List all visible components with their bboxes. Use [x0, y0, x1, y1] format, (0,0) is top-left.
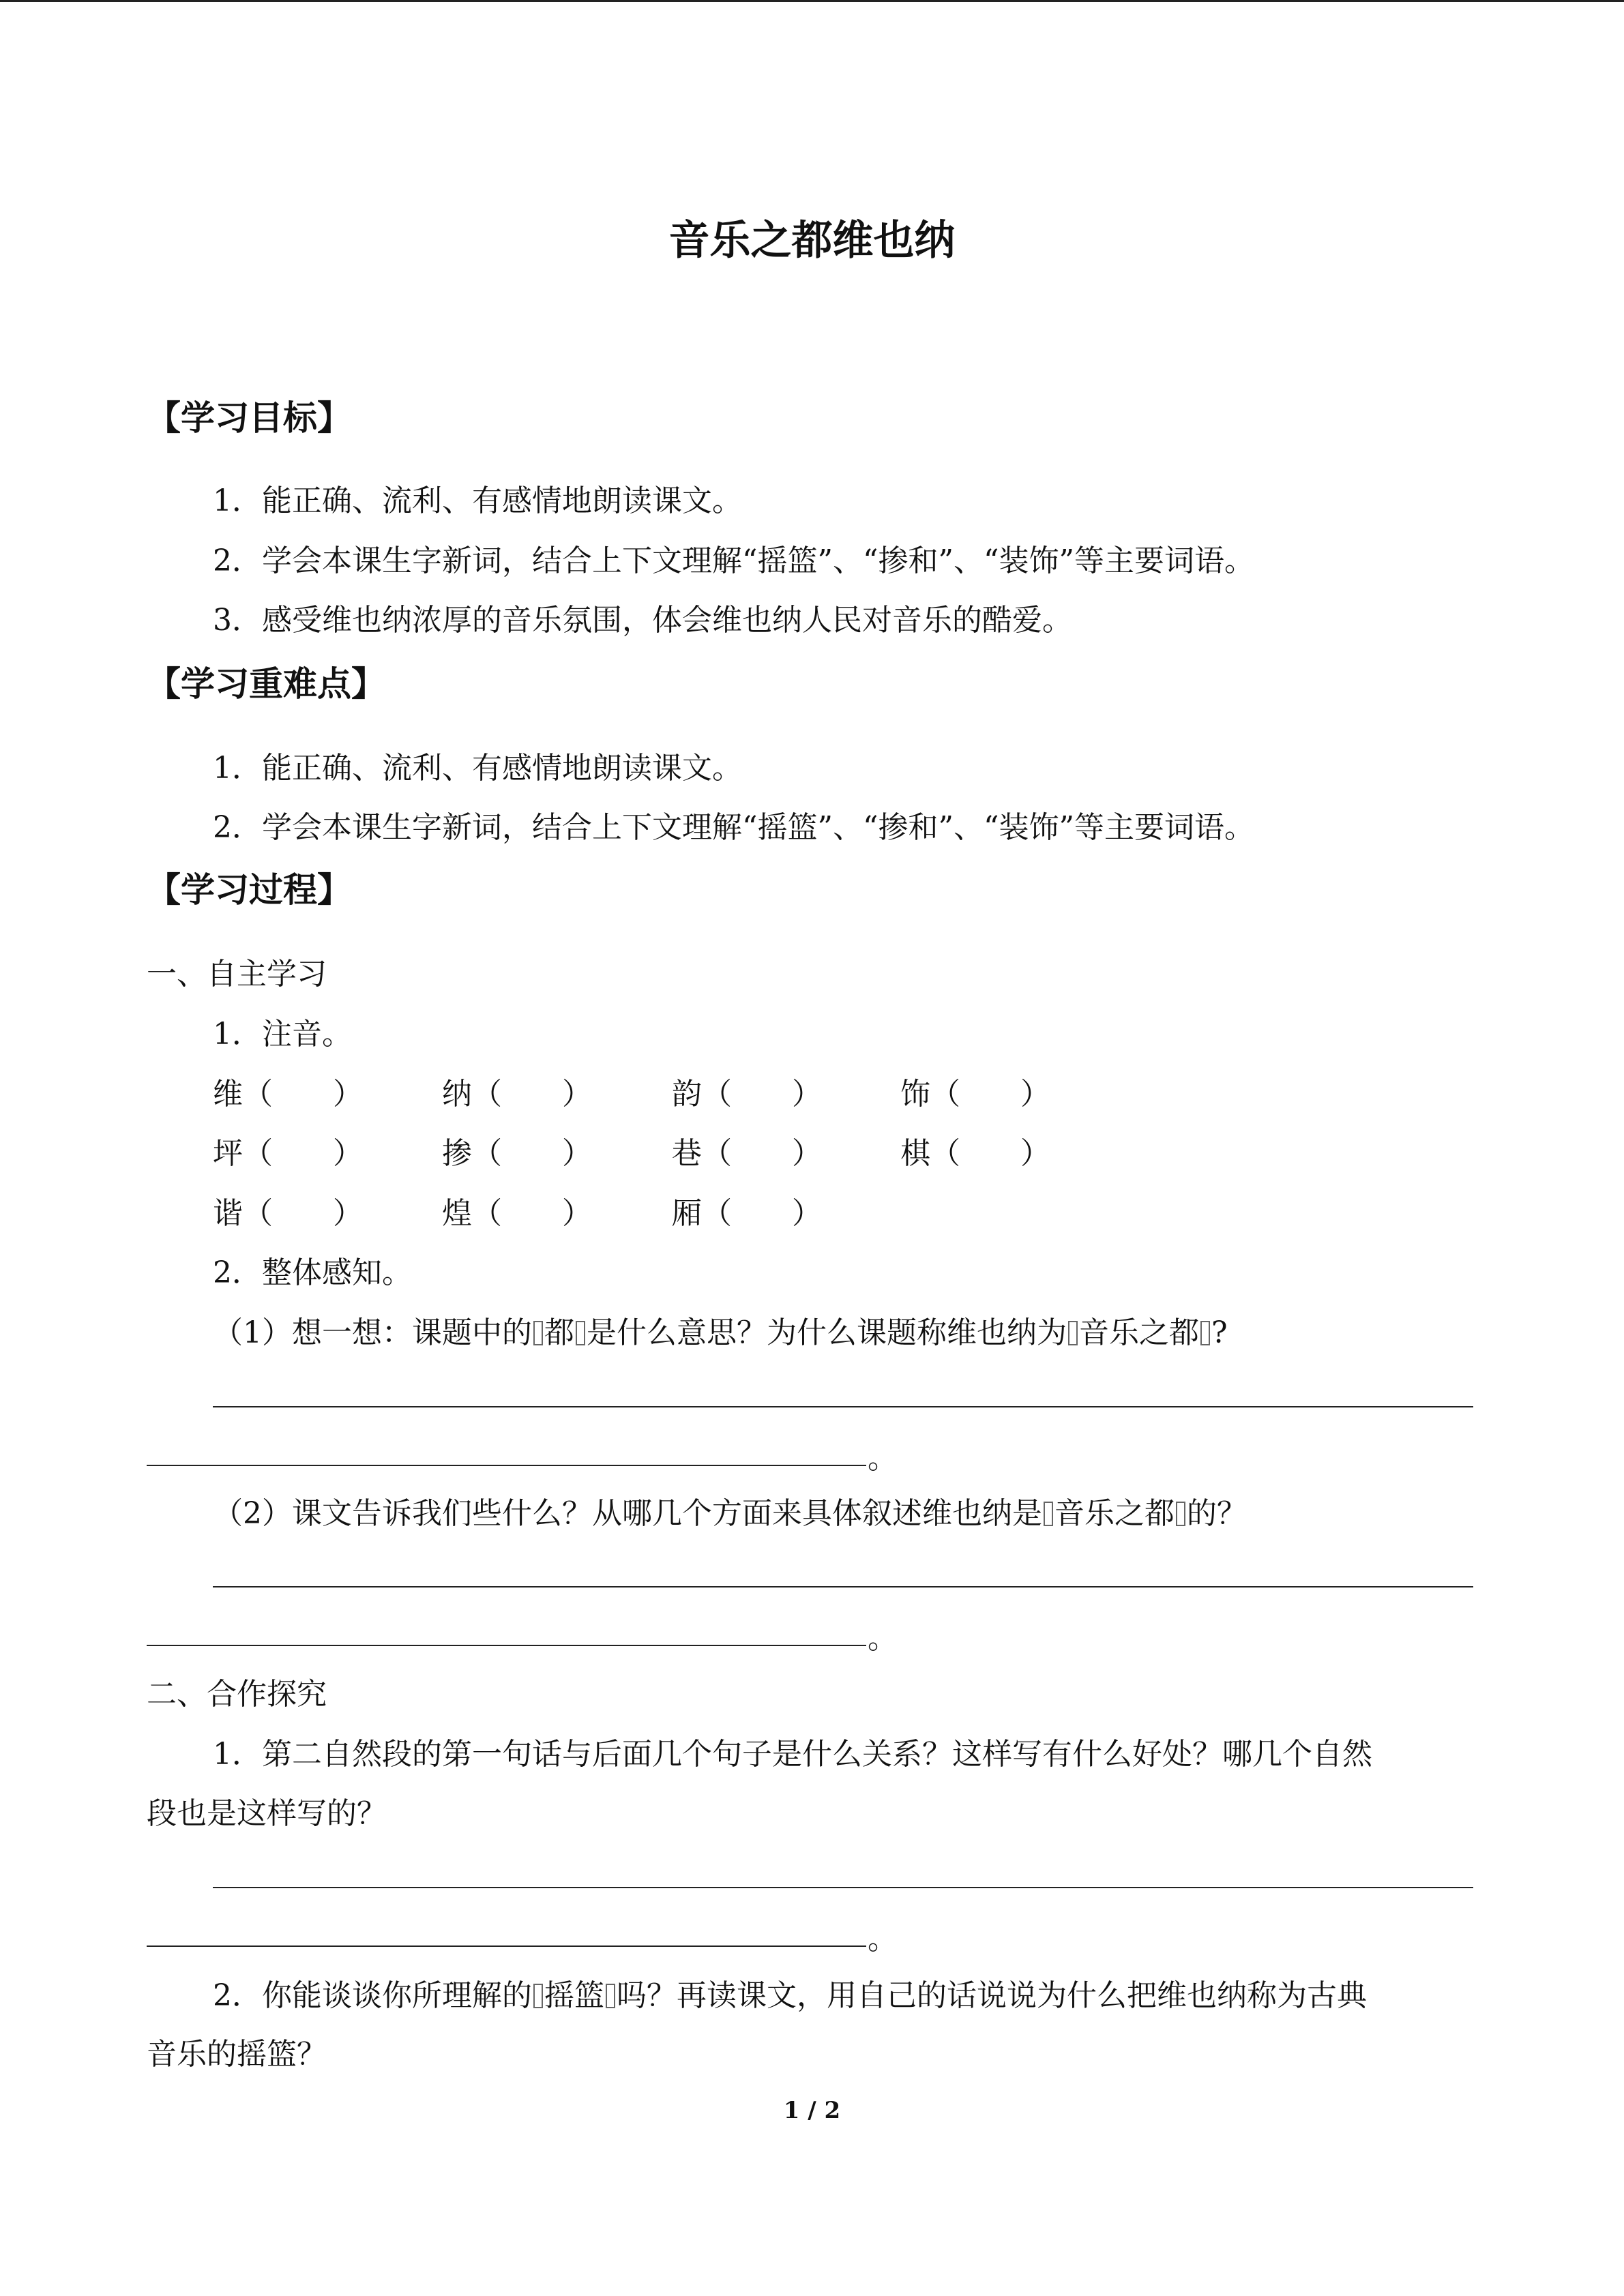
missing-quote-glyph: [576, 1321, 585, 1345]
question-text: （1）想一想：课题中的: [213, 1315, 532, 1350]
pinyin-cell: 巷（ ）: [672, 1136, 822, 1171]
question-text: 是什么意思？为什么课题称维也纳为: [587, 1315, 1067, 1350]
objective-item: 3．感受维也纳浓厚的音乐氛围，体会维也纳人民对音乐的酷爱。: [213, 603, 1072, 638]
question-text: 都: [544, 1315, 574, 1350]
question-text: 音乐之都: [1079, 1315, 1199, 1350]
missing-quote-glyph: [1068, 1321, 1078, 1345]
missing-quote-glyph: [1176, 1502, 1185, 1526]
objective-item: 1．能正确、流利、有感情地朗读课文。: [213, 483, 742, 518]
section-heading-process: 【学习过程】: [147, 869, 351, 910]
pinyin-cell: 谐（ ）: [213, 1196, 363, 1231]
objective-item: 2．学会本课生字新词，结合上下文理解“摇篮”、“掺和”、“装饰”等主要词语。: [213, 543, 1254, 578]
question-text: （2）课文告诉我们些什么？从哪几个方面来具体叙述维也纳是: [213, 1496, 1042, 1531]
answer-line[interactable]: [147, 1465, 866, 1466]
pinyin-cell: 韵（ ）: [672, 1077, 822, 1112]
question-text: 1．第二自然段的第一句话与后面几个句子是什么关系？这样写有什么好处？哪几个自然: [213, 1737, 1372, 1772]
question-text: 段也是这样写的？: [147, 1796, 387, 1831]
pinyin-cell: 纳（ ）: [442, 1077, 592, 1112]
section-heading-objectives: 【学习目标】: [147, 398, 351, 438]
question-text: 的？: [1187, 1496, 1247, 1531]
question-cradle: [213, 1971, 1367, 2014]
pinyin-cell: 煌（ ）: [442, 1196, 592, 1231]
answer-line[interactable]: [147, 1645, 866, 1646]
answer-line[interactable]: [213, 1586, 1473, 1587]
pinyin-cell: 掺（ ）: [442, 1136, 592, 1171]
period-mark: 。: [868, 1621, 898, 1656]
page-top-border: [0, 0, 1624, 2]
question-text: 2．你能谈谈你所理解的: [213, 1978, 532, 2013]
page-number: 1 / 2: [783, 2097, 841, 2124]
missing-quote-glyph: [606, 1984, 615, 2008]
pinyin-cell: 厢（ ）: [672, 1196, 822, 1231]
page-title: 音乐之都维也纳: [668, 217, 956, 265]
question-overall: 2．整体感知。: [213, 1255, 412, 1290]
question-phonetic: 1．注音。: [213, 1017, 352, 1052]
pinyin-cell: 饰（ ）: [900, 1077, 1050, 1112]
period-mark: 。: [868, 1441, 898, 1476]
question-text: 摇篮: [544, 1978, 604, 2013]
question-2-1: [213, 1308, 1228, 1352]
question-text: 吗？再读课文，用自己的话说说为什么把维也纳称为古典: [617, 1978, 1367, 2013]
question-text: 音乐之都: [1054, 1496, 1175, 1531]
part-heading-self-study: 一、自主学习: [147, 957, 327, 992]
answer-line[interactable]: [213, 1406, 1473, 1407]
period-mark: 。: [868, 1922, 898, 1956]
key-point-item: 2．学会本课生字新词，结合上下文理解“摇篮”、“掺和”、“装饰”等主要词语。: [213, 810, 1254, 845]
question-text: 音乐的摇篮？: [147, 2037, 327, 2072]
missing-quote-glyph: [1044, 1502, 1053, 1526]
section-heading-key-points: 【学习重难点】: [147, 664, 385, 704]
answer-line[interactable]: [213, 1887, 1473, 1888]
pinyin-cell: 维（ ）: [213, 1077, 363, 1112]
question-text: ?: [1211, 1315, 1228, 1350]
pinyin-cell: 棋（ ）: [900, 1136, 1050, 1171]
key-point-item: 1．能正确、流利、有感情地朗读课文。: [213, 751, 742, 786]
missing-quote-glyph: [533, 1984, 543, 2008]
part-heading-cooperation: 二、合作探究: [147, 1677, 327, 1712]
answer-line[interactable]: [147, 1945, 866, 1947]
missing-quote-glyph: [533, 1321, 543, 1345]
question-2-2: [213, 1489, 1247, 1532]
pinyin-cell: 坪（ ）: [213, 1136, 363, 1171]
missing-quote-glyph: [1200, 1321, 1210, 1345]
